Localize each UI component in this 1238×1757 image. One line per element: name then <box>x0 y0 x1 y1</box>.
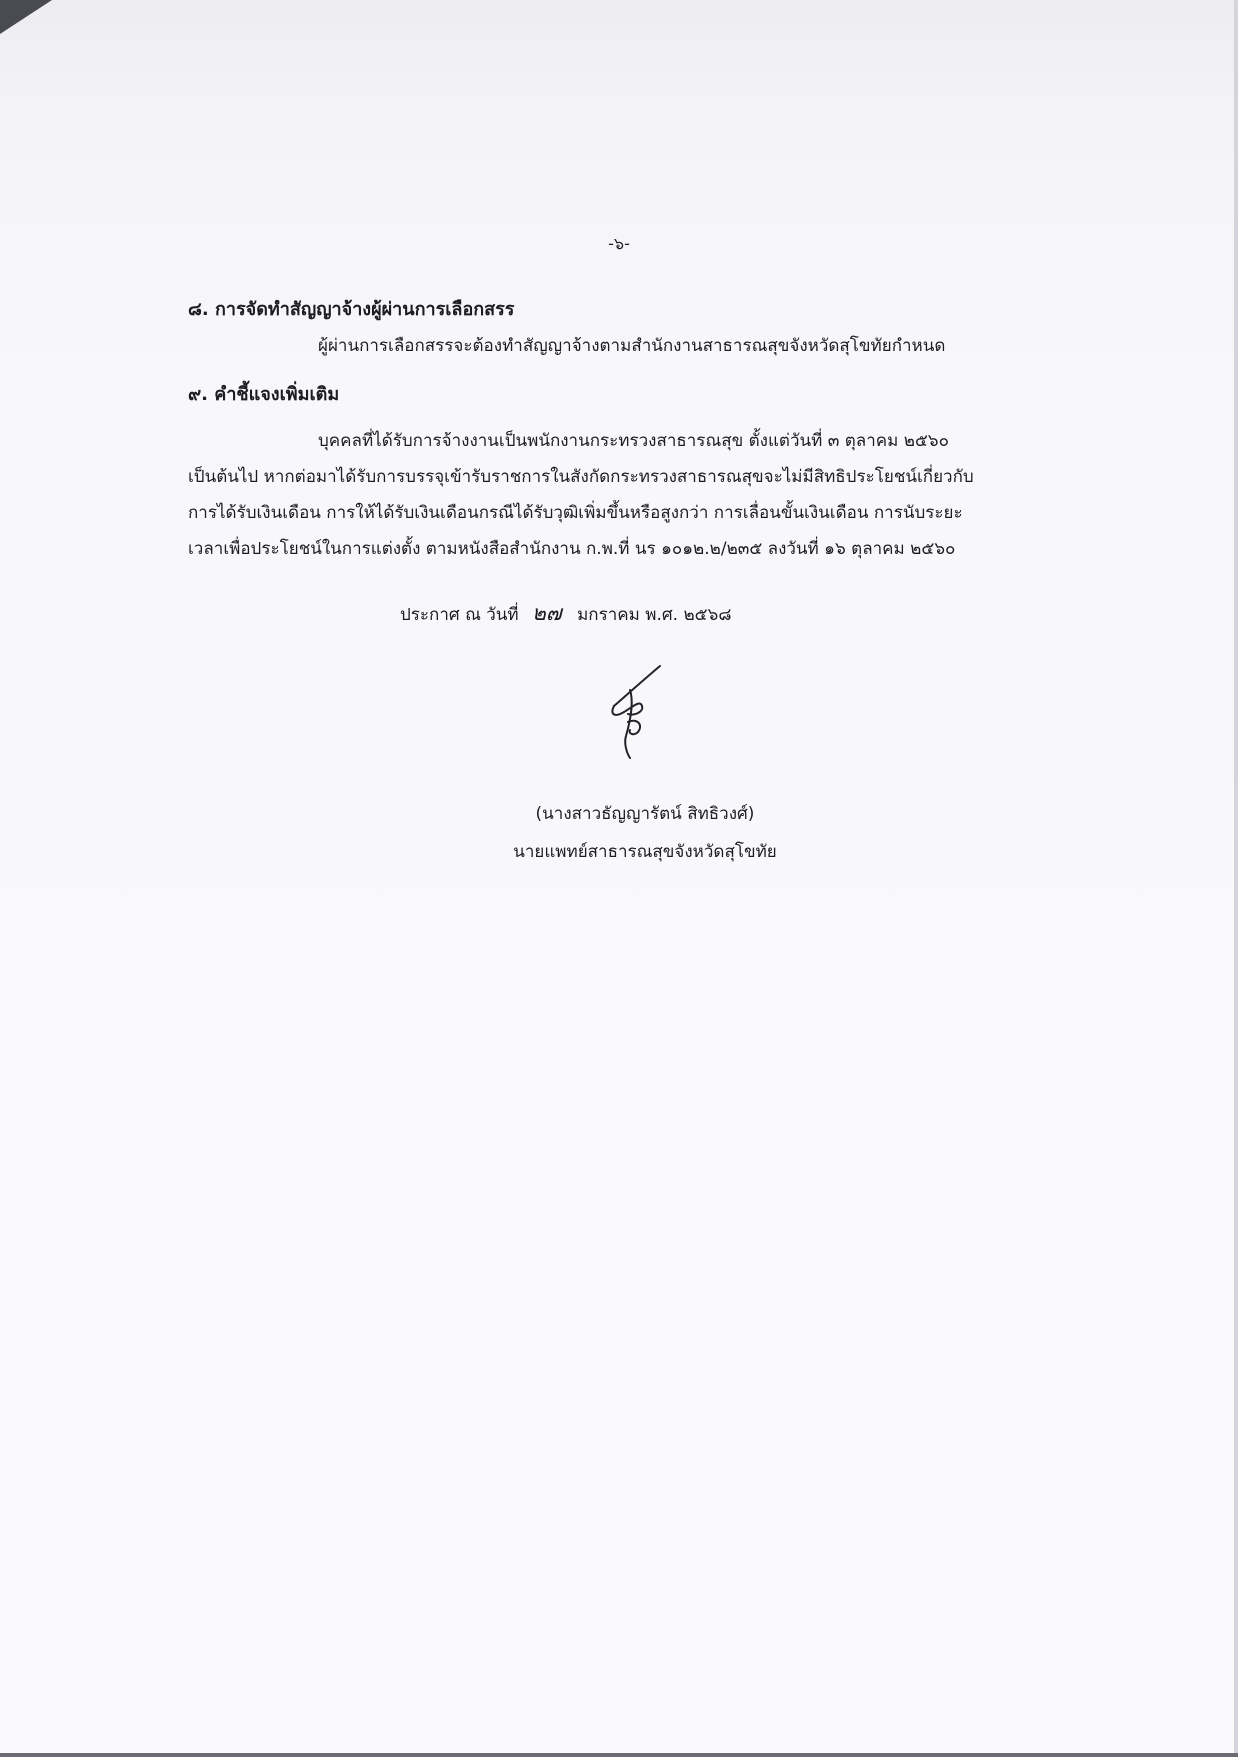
signatory-title: นายแพทย์สาธารณสุขจังหวัดสุโขทัย <box>513 842 777 862</box>
page-number: -๖- <box>608 234 630 253</box>
section-9-paragraph-line: บุคคลที่ได้รับการจ้างงานเป็นพนักงานกระทรวงสาธารณสุข ตั้งแต่วันที่ ๓ ตุลาคม ๒๕๖๐ <box>318 431 949 451</box>
handwritten-signature <box>600 662 690 762</box>
announcement-date <box>400 597 731 630</box>
section-9-paragraph-line: การได้รับเงินเดือน การให้ได้รับเงินเดือนกรณีได้รับวุฒิเพิ่มขึ้นหรือสูงกว่า การเลื่อนขั้นเงินเดือน การนับระยะ <box>188 503 963 523</box>
page-bottom-edge <box>0 1753 1238 1757</box>
page-right-edge <box>1234 0 1238 1757</box>
section-8-paragraph: ผู้ผ่านการเลือกสรรจะต้องทำสัญญาจ้างตามสำนักงานสาธารณสุขจังหวัดสุโขทัยกำหนด <box>318 336 946 356</box>
announcement-month-year: มกราคม พ.ศ. ๒๕๖๘ <box>577 605 732 625</box>
page-corner-fold <box>0 0 52 34</box>
announcement-prefix: ประกาศ ณ วันที่ <box>400 605 519 625</box>
section-9-paragraph-line: เป็นต้นไป หากต่อมาได้รับการบรรจุเข้ารับราชการในสังกัดกระทรวงสาธารณสุขจะไม่มีสิทธิประโยชน์เกี่ยวกับ <box>188 467 974 487</box>
handwritten-day: ๒๗ <box>532 601 562 625</box>
section-8-heading: ๘. การจัดทำสัญญาจ้างผู้ผ่านการเลือกสรร <box>188 299 515 320</box>
signatory-name: (นางสาวธัญญารัตน์ สิทธิวงศ์) <box>535 804 755 824</box>
section-9-heading: ๙. คำชี้แจงเพิ่มเติม <box>188 384 340 405</box>
section-9-paragraph-line: เวลาเพื่อประโยชน์ในการแต่งตั้ง ตามหนังสือสำนักงาน ก.พ.ที่ นร ๑๐๑๒.๒/๒๓๕ ลงวันที่ ๑๖ ตุลาคม ๒๕๖๐ <box>188 539 956 559</box>
